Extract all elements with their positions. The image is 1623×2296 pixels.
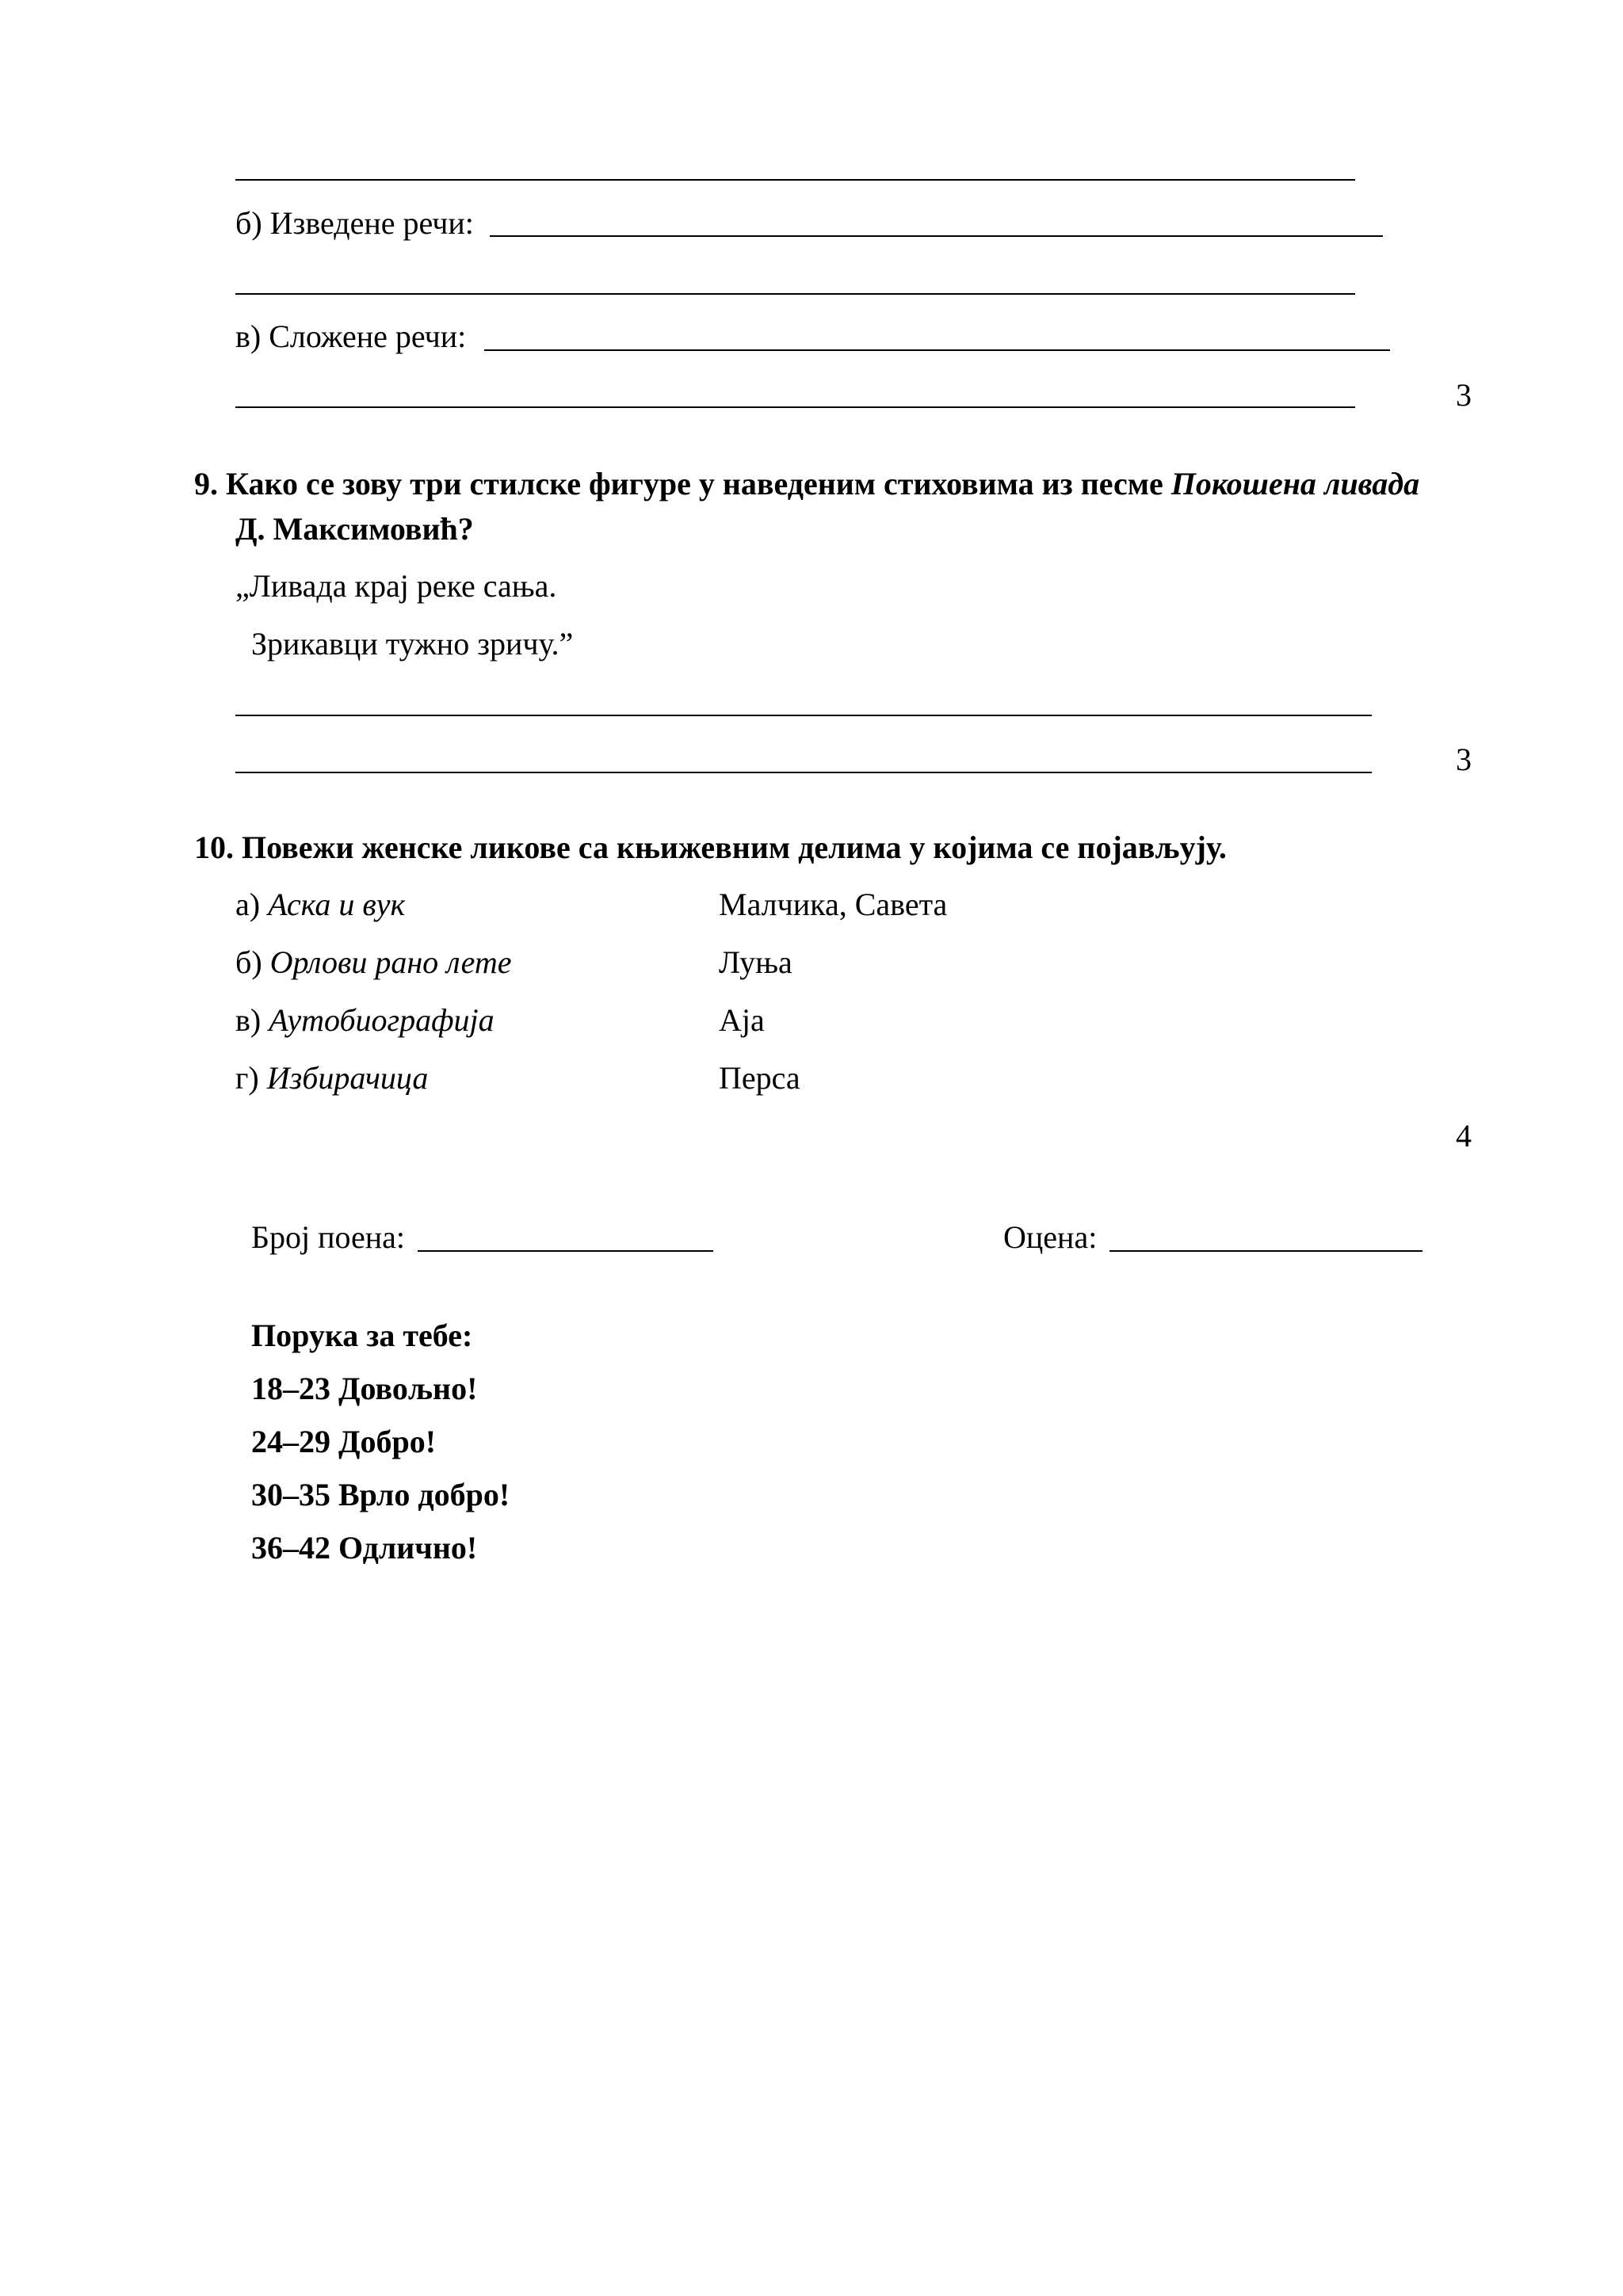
work-title: Аска и вук: [268, 887, 406, 922]
q10-points: 4: [1456, 1118, 1472, 1154]
answer-line[interactable]: [235, 715, 1372, 716]
answer-line[interactable]: [235, 406, 1355, 408]
q9-points: 3: [1456, 742, 1472, 777]
work-prefix: в): [235, 1002, 262, 1038]
derived-words-answer-line[interactable]: [490, 235, 1383, 237]
grade-range: 30–35 Врло добро!: [251, 1477, 510, 1512]
character-item: Луња: [719, 944, 792, 980]
work-prefix: б): [235, 944, 262, 980]
work-item: [235, 1002, 495, 1038]
grade-input-line[interactable]: [1109, 1250, 1423, 1252]
answer-line[interactable]: [235, 179, 1355, 181]
character-item: Малчика, Савета: [719, 887, 948, 922]
q9-verse-line1: „Ливада крај реке сања.: [235, 568, 557, 604]
q8-points: 3: [1456, 377, 1472, 413]
score-label: Број поена:: [251, 1219, 406, 1255]
q10-question: [194, 832, 1227, 864]
answer-line[interactable]: [235, 293, 1355, 295]
compound-words-label: в) Сложене речи:: [235, 318, 467, 354]
q10-question-text: Повежи женске ликове са књижевним делима у којима се појављују.: [242, 830, 1227, 865]
q9-question-text: Како се зову три стилске фигуре у наведеним стиховима из песме: [226, 466, 1163, 502]
work-prefix: а): [235, 887, 261, 922]
character-item: Перса: [719, 1060, 800, 1096]
answer-line[interactable]: [235, 772, 1372, 773]
q9-verse-line2: Зрикавци тужно зричу.”: [251, 626, 574, 662]
message-title: Порука за тебе:: [251, 1318, 473, 1353]
work-item: [235, 889, 405, 921]
work-title: Избирачица: [266, 1060, 429, 1096]
work-title: Орлови рано лете: [269, 944, 512, 980]
compound-words-row: [235, 318, 467, 354]
work-item: [235, 944, 512, 980]
grade-range: 18–23 Довољно!: [251, 1371, 478, 1406]
q9-poem-title: Покошена ливада: [1170, 466, 1420, 502]
grade-range: 36–42 Одлично!: [251, 1530, 478, 1566]
grade-label: Оцена:: [1003, 1219, 1098, 1255]
grade-range: 24–29 Добро!: [251, 1424, 437, 1459]
character-item: Аја: [719, 1002, 765, 1038]
q9-number: 9.: [194, 466, 218, 502]
derived-words-row: [235, 205, 474, 241]
q10-number: 10.: [194, 830, 234, 865]
compound-words-answer-line[interactable]: [484, 349, 1390, 351]
work-prefix: г): [235, 1060, 259, 1096]
derived-words-label: б) Изведене речи:: [235, 205, 474, 241]
work-item: [235, 1062, 428, 1094]
score-input-line[interactable]: [418, 1250, 713, 1252]
q9-question: [194, 468, 1419, 500]
q9-question-line2: Д. Максимовић?: [235, 511, 474, 547]
work-title: Аутобиографија: [269, 1002, 495, 1038]
